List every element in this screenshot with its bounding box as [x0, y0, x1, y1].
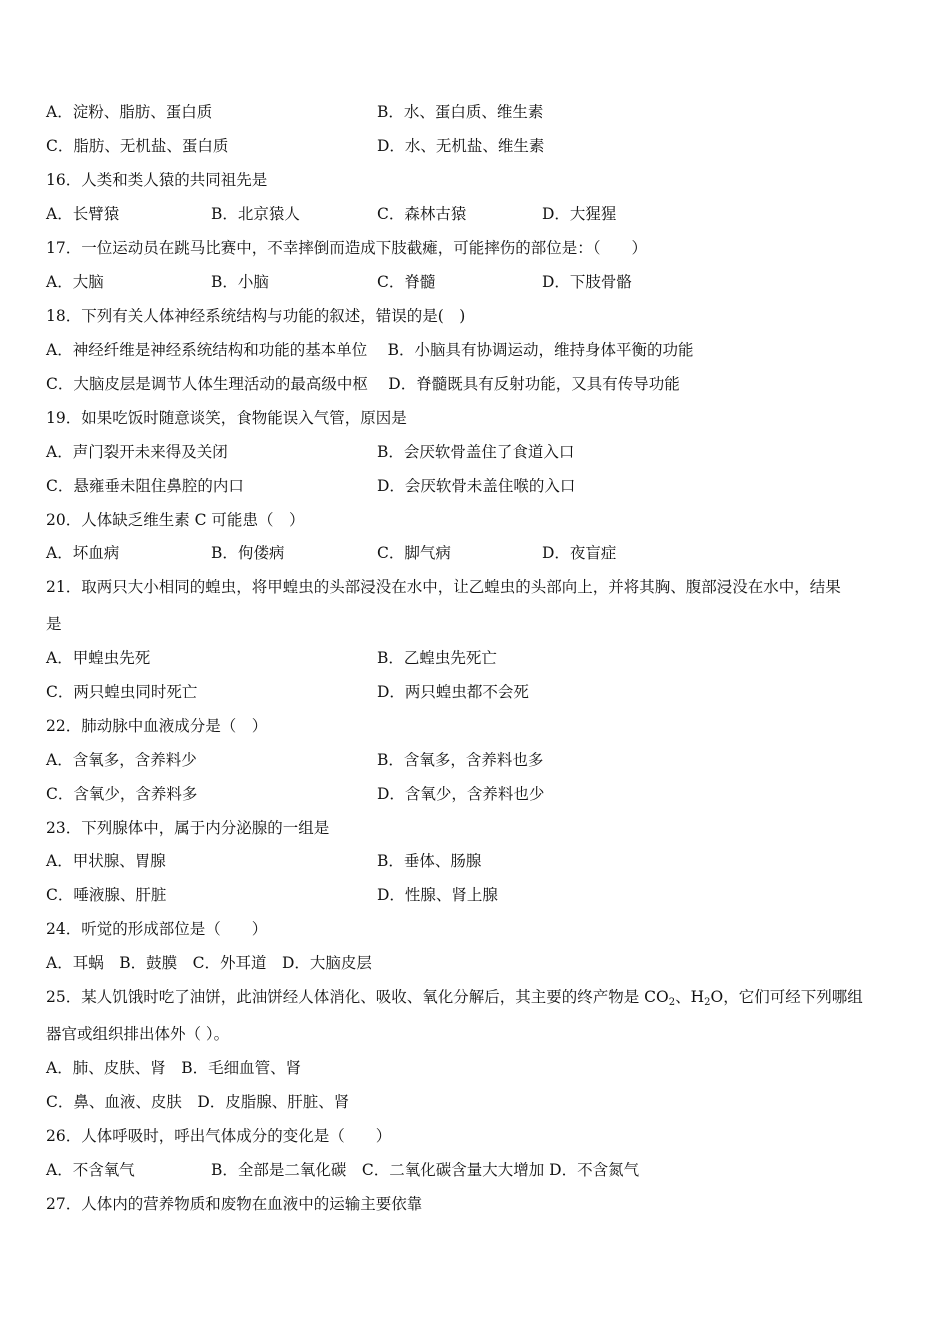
q20-option-a: A．坏血病: [46, 544, 120, 562]
q15-option-d: D．水、无机盐、维生素: [377, 137, 545, 155]
q23-stem: 23．下列腺体中，属于内分泌腺的一组是: [46, 819, 330, 837]
q27-stem: 27．人体内的营养物质和废物在血液中的运输主要依靠: [46, 1195, 423, 1213]
q20-option-b: B．佝偻病: [211, 544, 285, 562]
q26-options-bcd: B．全部是二氧化碳 C．二氧化碳含量大大增加 D．不含氮气: [211, 1161, 640, 1179]
q21-stem: 21．取两只大小相同的蝗虫，将甲蝗虫的头部浸没在水中，让乙蝗虫的头部向上，并将其胸、腹部浸没在水中，结果: [46, 578, 841, 596]
q20-option-d: D．夜盲症: [542, 544, 617, 562]
q22-stem: 22．肺动脉中血液成分是（ ）: [46, 717, 268, 735]
q19-option-c: C．悬雍垂未阻住鼻腔的内口: [46, 477, 244, 495]
q17-option-b: B．小脑: [211, 273, 269, 291]
q17-option-d: D．下肢骨骼: [542, 273, 632, 291]
q16-option-c: C．森林古猿: [377, 205, 467, 223]
q21-option-a: A．甲蝗虫先死: [46, 649, 151, 667]
q22-option-a: A．含氧多，含养料少: [46, 751, 197, 769]
q25-stem-cont: 器官或组织排出体外（ ）。: [46, 1025, 230, 1043]
q22-option-d: D．含氧少，含养料也少: [377, 785, 545, 803]
q19-option-a: A．声门裂开未来得及关闭: [46, 443, 228, 461]
q16-stem: 16．人类和类人猿的共同祖先是: [46, 171, 268, 189]
q22-option-b: B．含氧多，含养料也多: [377, 751, 544, 769]
q15-option-a: A．淀粉、脂肪、蛋白质: [46, 103, 213, 121]
q23-option-a: A．甲状腺、胃腺: [46, 852, 166, 870]
q25-stem-mid: 、H: [675, 988, 705, 1006]
q25-options-ab: A．肺、皮肤、肾 B．毛细血管、肾: [46, 1059, 302, 1077]
q21-stem-cont: 是: [46, 615, 62, 633]
q25-sub-h2o: 2: [704, 997, 711, 1008]
q15-option-b: B．水、蛋白质、维生素: [377, 103, 544, 121]
q18-stem: 18．下列有关人体神经系统结构与功能的叙述，错误的是( ): [46, 307, 466, 325]
q15-option-c: C．脂肪、无机盐、蛋白质: [46, 137, 229, 155]
q18-options-ab: A．神经纤维是神经系统结构和功能的基本单位 B．小脑具有协调运动，维持身体平衡的功能: [46, 341, 694, 359]
q20-option-c: C．脚气病: [377, 544, 451, 562]
q25-sub-co2: 2: [668, 997, 676, 1008]
q20-stem: 20．人体缺乏维生素 C 可能患（ ）: [46, 511, 305, 529]
q16-option-a: A．长臂猿: [46, 205, 120, 223]
q26-option-a: A．不含氧气: [46, 1161, 135, 1179]
q19-stem: 19．如果吃饭时随意谈笑，食物能误入气管，原因是: [46, 409, 407, 427]
q16-option-b: B．北京猿人: [211, 205, 300, 223]
q26-stem: 26．人体呼吸时，呼出气体成分的变化是（ ）: [46, 1127, 392, 1145]
q25-options-cd: C．鼻、血液、皮肤 D．皮脂腺、肝脏、肾: [46, 1093, 350, 1111]
q21-option-c: C．两只蝗虫同时死亡: [46, 683, 198, 701]
q21-option-d: D．两只蝗虫都不会死: [377, 683, 529, 701]
q22-option-c: C．含氧少，含养料多: [46, 785, 198, 803]
q25-stem-post: O，它们可经下列哪组: [710, 988, 863, 1006]
q25-stem: [46, 987, 863, 1013]
q19-option-b: B．会厌软骨盖住了食道入口: [377, 443, 575, 461]
q17-stem: 17．一位运动员在跳马比赛中，不幸摔倒而造成下肢截瘫，可能摔伤的部位是：（ ）: [46, 239, 647, 257]
q23-option-b: B．垂体、肠腺: [377, 852, 482, 870]
q24-options: A．耳蜗 B．鼓膜 C．外耳道 D．大脑皮层: [46, 954, 372, 972]
q25-stem-pre: 25．某人饥饿时吃了油饼，此油饼经人体消化、吸收、氧化分解后，其主要的终产物是 CO: [46, 988, 669, 1006]
q24-stem: 24．听觉的形成部位是（ ）: [46, 920, 268, 938]
q21-option-b: B．乙蝗虫先死亡: [377, 649, 497, 667]
q23-option-c: C．唾液腺、肝脏: [46, 886, 167, 904]
q23-option-d: D．性腺、肾上腺: [377, 886, 498, 904]
q17-option-c: C．脊髓: [377, 273, 436, 291]
q19-option-d: D．会厌软骨未盖住喉的入口: [377, 477, 576, 495]
q18-options-cd: C．大脑皮层是调节人体生理活动的最高级中枢 D．脊髓既具有反射功能，又具有传导功能: [46, 375, 680, 393]
q16-option-d: D．大猩猩: [542, 205, 617, 223]
q17-option-a: A．大脑: [46, 273, 104, 291]
